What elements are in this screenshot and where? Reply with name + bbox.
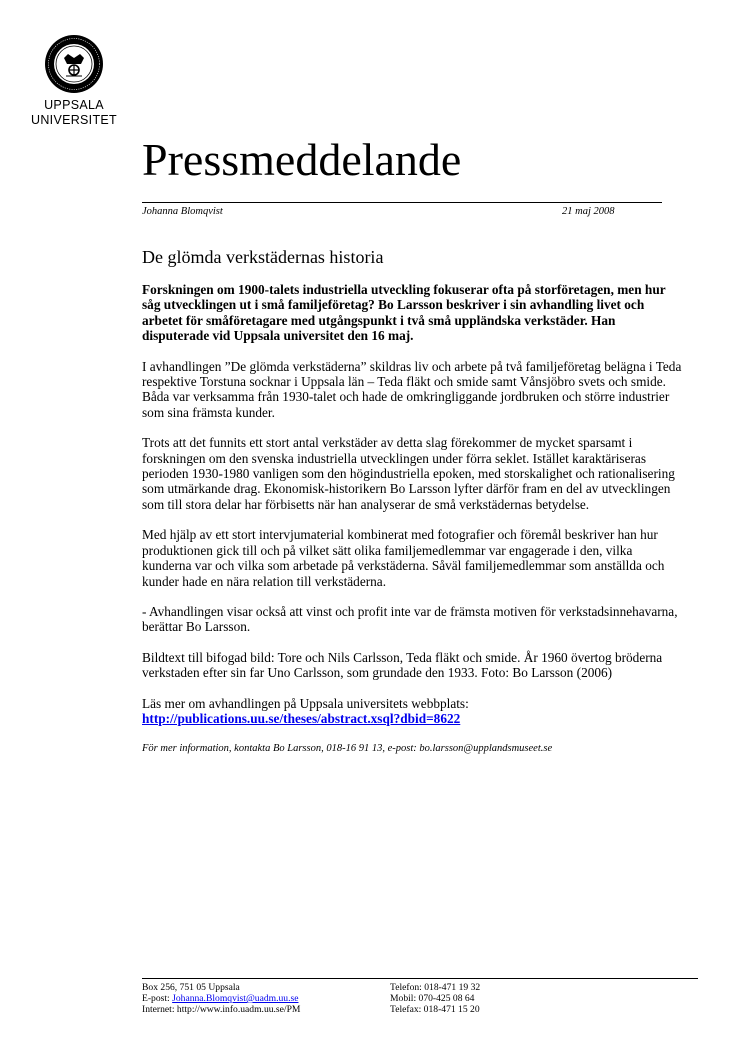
university-seal-logo xyxy=(44,34,104,94)
footer-right xyxy=(390,982,480,1015)
logo-line-2: UNIVERSITET xyxy=(31,113,117,127)
contact-info: För mer information, kontakta Bo Larsson, 018-16 91 13, e-post: bo.larsson@upplandsmuseet.se xyxy=(142,743,553,755)
more-info-text: Läs mer om avhandlingen på Uppsala universitets webbplats: xyxy=(142,695,469,711)
footer-email-link[interactable]: Johanna.Blomqvist@uadm.uu.se xyxy=(172,993,299,1004)
paragraph-4: - Avhandlingen visar också att vinst och profit inte var de främsta motiven för verkstadsinnehavarna, berättar Bo Larsson. xyxy=(142,603,678,635)
footer-address: Box 256, 751 05 Uppsala xyxy=(142,982,240,993)
author: Johanna Blomqvist xyxy=(142,206,223,217)
footer-rule xyxy=(142,978,698,979)
logo-line-1: UPPSALA xyxy=(44,98,104,112)
footer-phone: Telefon: 018-471 19 32 xyxy=(390,982,481,993)
headline: De glömda verkstädernas historia xyxy=(142,247,384,267)
footer-mobile: Mobil: 070-425 08 64 xyxy=(390,993,475,1004)
footer-email-label: E-post: xyxy=(142,993,173,1004)
photo-caption: Bildtext till bifogad bild: Tore och Nils Carlsson, Teda fläkt och smide. År 1960 övertog bröderna verkstaden efter sin far Uno Carlsson, som grundade den 1933. Foto: Bo Larsson (2006) xyxy=(142,649,663,681)
footer-left xyxy=(142,982,300,1015)
paragraph-3: Med hjälp av ett stort intervjumaterial kombinerat med fotografier och föremål beskriver han hur produktionen gick till och på vilket sätt olika familjemedlemmar var engagerade i den, vilka kunderna var och vilka som arbetade på verkstäderna. Såväl familjemedlemmar som anställda och kunder hade en nära relation till verkstäderna. xyxy=(142,527,665,589)
header-rule xyxy=(142,202,662,203)
document-type-title: Pressmeddelande xyxy=(142,134,462,185)
article-body xyxy=(142,246,682,772)
paragraph-1: I avhandlingen ”De glömda verkstäderna” skildras liv och arbete på två familjeföretag belägna i Teda respektive Torstuna socknar i Uppsala län – Teda fläkt och smide samt Vånsjöbro svets och smide. Båda var verksamma från 1930-talet och hade de omkringliggande jordbruken och större industrier som sina främsta kunder. xyxy=(142,358,682,420)
university-logo-text xyxy=(18,98,130,128)
footer-fax: Telefax: 018-471 15 20 xyxy=(390,1004,480,1015)
date: 21 maj 2008 xyxy=(562,206,615,217)
footer-email-row xyxy=(142,993,300,1004)
thesis-link[interactable]: http://publications.uu.se/theses/abstract.xsql?dbid=8622 xyxy=(142,710,461,726)
paragraph-2: Trots att det funnits ett stort antal verkstäder av detta slag förekommer de mycket sparsamt i forskningen om den svenska industriella utvecklingen under förra seklet. Istället karaktäriseras perioden 1930-1980 vanligen som den högindustriella epoken, med storskalighet och rationalisering som utmärkande drag. Ekonomisk-historikern Bo Larsson lyfter därför fram en del av utvecklingen som till stora delar har förbisetts när han analyserar de små verkstädernas betydelse. xyxy=(142,435,675,512)
footer-internet: Internet: http://www.info.uadm.uu.se/PM xyxy=(142,1004,301,1015)
more-info xyxy=(142,696,682,727)
lead-paragraph: Forskningen om 1900-talets industriella utveckling fokuserar ofta på storföretagen, men hur såg utvecklingen ut i små familjeföretag? Bo Larsson beskriver i sin avhandling livet och arbetet för småföretagare med utgångspunkt i två små uppländska verkstäder. Han disputerade vid Uppsala universitet den 16 maj. xyxy=(142,282,666,344)
